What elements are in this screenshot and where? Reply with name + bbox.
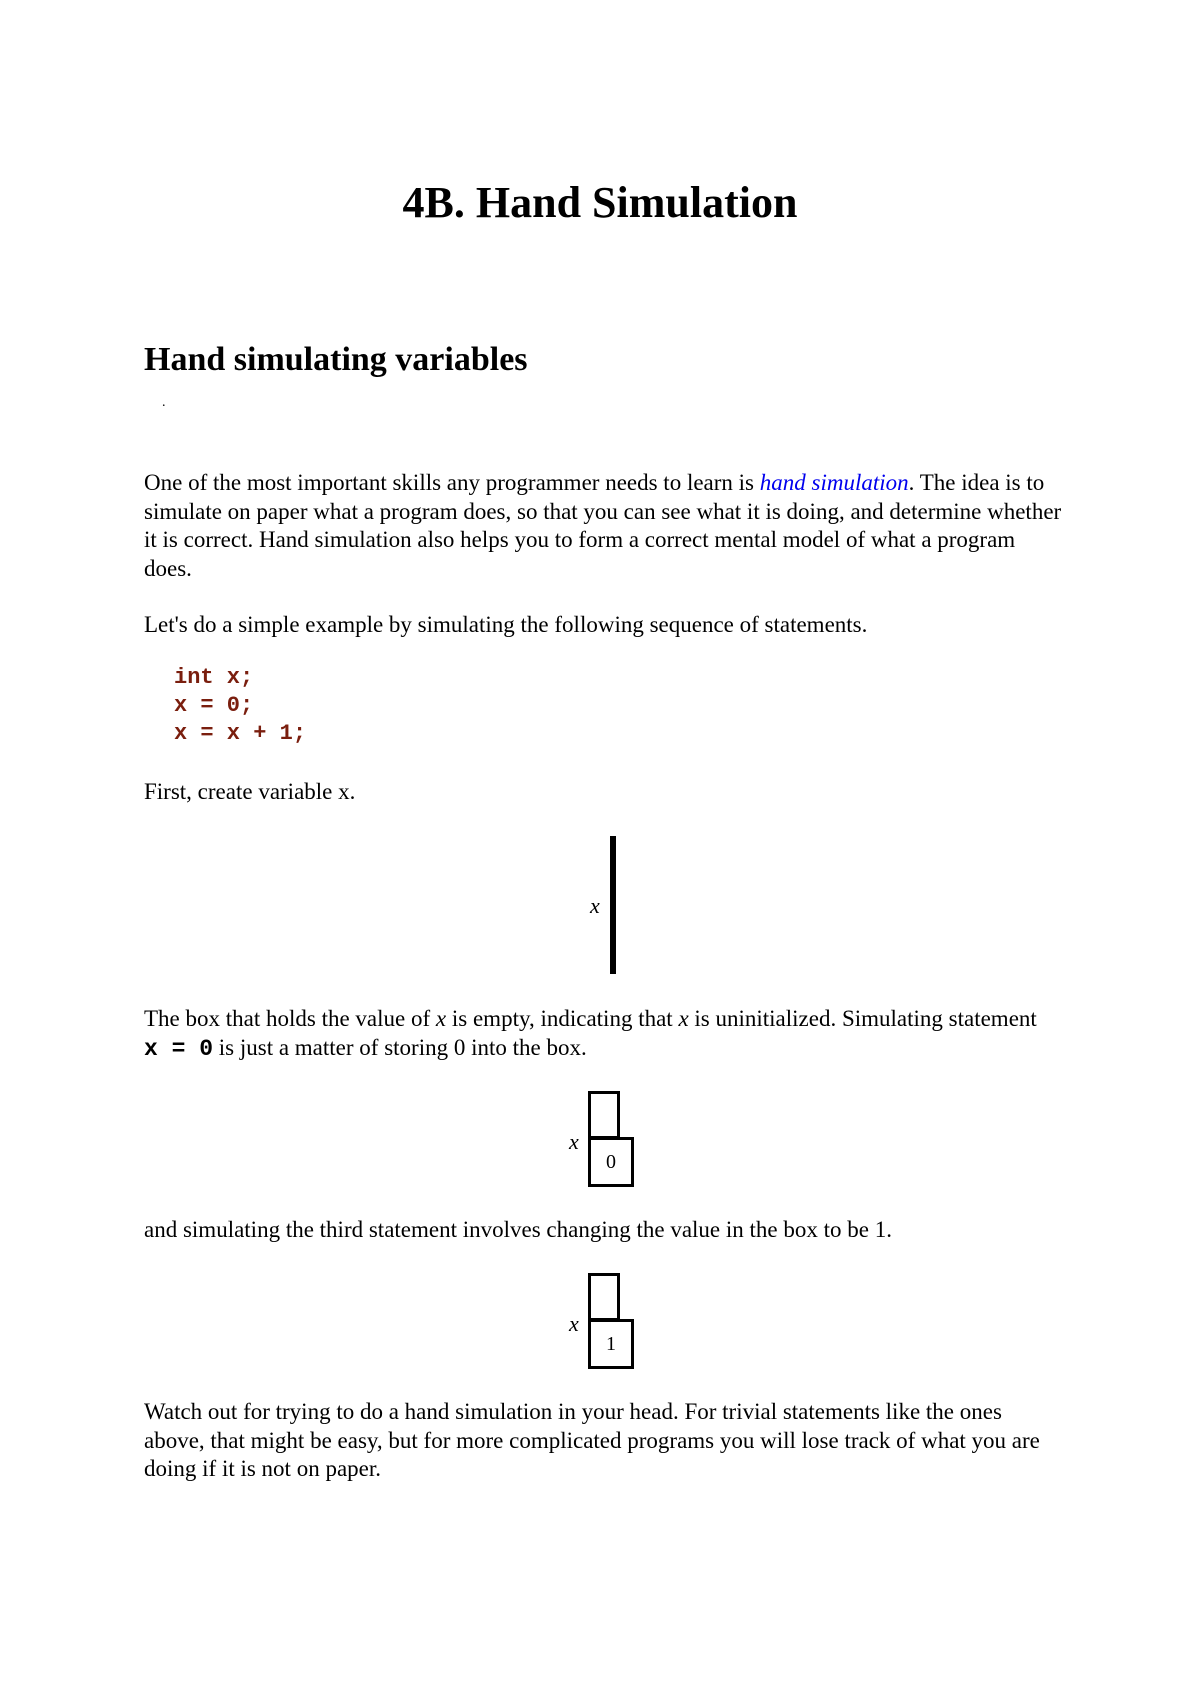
section-heading: Hand simulating variables [144, 341, 528, 378]
bullet-dot: . [162, 395, 166, 410]
variable-value: 0 [606, 1150, 616, 1173]
inline-code: x = 0 [144, 1035, 214, 1062]
empty-variable-box [610, 836, 616, 974]
step2-text: is just a matter of storing 0 into the box. [213, 1034, 587, 1060]
step2-text: is uninitialized. Simulating statement [688, 1006, 1037, 1031]
variable-label: x [590, 893, 600, 918]
step2-text: is empty, indicating that [446, 1006, 679, 1031]
variable-value: 1 [606, 1332, 616, 1355]
variable-name: x [435, 1006, 447, 1031]
variable-name: x [678, 1006, 689, 1031]
variable-box-top [588, 1091, 620, 1139]
example-intro: Let's do a simple example by simulating the following sequence of statements. [144, 612, 868, 637]
intro-paragraph [144, 469, 1064, 583]
code-line: x = 0; [174, 693, 254, 718]
page-title: 4B. Hand Simulation [402, 178, 798, 227]
variable-value-box [588, 1319, 634, 1369]
closing-paragraph: Watch out for trying to do a hand simulation in your head. For trivial statements like the ones above, that might be easy, but for more complicated programs you will lose track of what you are doing if it is not on paper. [144, 1399, 1040, 1481]
intro-text-before: One of the most important skills any programmer needs to learn is [144, 470, 760, 495]
hand-simulation-link[interactable]: hand simulation [759, 470, 909, 495]
variable-label: x [569, 1311, 579, 1336]
code-line: x = x + 1; [174, 721, 307, 746]
code-line: int x; [174, 665, 254, 690]
variable-label: x [569, 1129, 579, 1154]
variable-value-box [588, 1137, 634, 1187]
step2-text: The box that holds the value of [144, 1006, 436, 1031]
step1-text: First, create variable x. [144, 779, 356, 804]
intro-text-after: . The idea is to simulate on paper what a program does, so that you can see what it is doing, and determine whether it is correct. Hand simulation also helps you to form a correct mental model of what a program does. [144, 470, 1062, 581]
variable-box-top [588, 1273, 620, 1321]
step2-paragraph [144, 1005, 1064, 1063]
code-block [174, 664, 306, 748]
step3-text: and simulating the third statement involves changing the value in the box to be 1. [144, 1217, 892, 1242]
